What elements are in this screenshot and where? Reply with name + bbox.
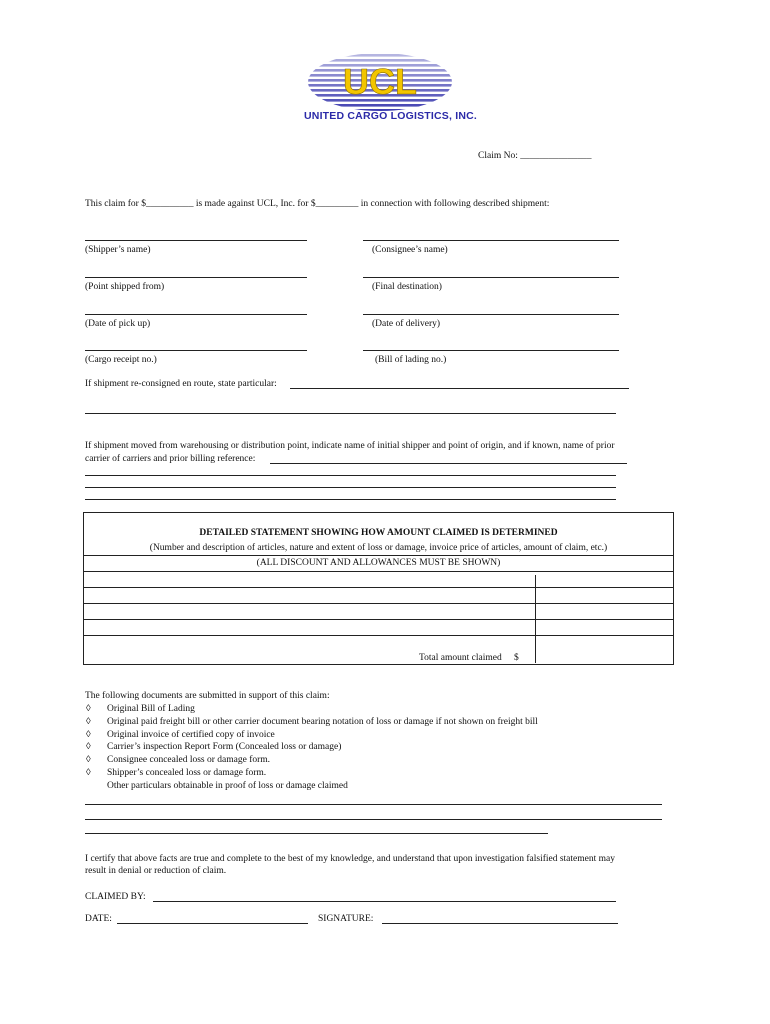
date-label: DATE:: [85, 914, 112, 924]
bullet-icon: ◊: [86, 768, 91, 778]
moved-line-1[interactable]: [270, 463, 627, 464]
bullet-icon: ◊: [86, 755, 91, 766]
moved-line-2[interactable]: [85, 475, 616, 476]
documents-heading: The following documents are submitted in support of this claim:: [85, 691, 330, 701]
particulars-line-3[interactable]: [85, 833, 548, 834]
total-amount-currency: $: [514, 653, 519, 663]
certify-text-1: I certify that above facts are true and complete to the best of my knowledge, and understand that upon investigation falsified statement may: [85, 854, 615, 864]
total-amount-label: Total amount claimed: [419, 653, 502, 663]
consignee-line[interactable]: [363, 240, 619, 241]
particulars-line-2[interactable]: [85, 819, 662, 820]
final-destination-line[interactable]: [363, 277, 619, 278]
moved-line-3[interactable]: [85, 487, 616, 488]
statement-row-line[interactable]: [84, 587, 673, 588]
statement-row-line[interactable]: [84, 571, 673, 572]
date-line[interactable]: [117, 923, 308, 924]
signature-label: SIGNATURE:: [318, 914, 374, 924]
pickup-date-line[interactable]: [85, 314, 307, 315]
reconsigned-label: If shipment re-consigned en route, state particular:: [85, 379, 277, 389]
delivery-date-line[interactable]: [363, 314, 619, 315]
bullet-icon: ◊: [86, 704, 91, 714]
bill-of-lading-line[interactable]: [363, 350, 619, 351]
shipper-line[interactable]: [85, 240, 307, 241]
point-shipped-line[interactable]: [85, 277, 307, 278]
bill-of-lading-label: (Bill of lading no.): [375, 355, 447, 365]
bullet-icon: ◊: [86, 729, 91, 740]
cargo-receipt-label: (Cargo receipt no.): [85, 355, 157, 365]
bullet-icon: ◊: [86, 716, 91, 727]
statement-subtitle: (Number and description of articles, nature and extent of loss or damage, invoice price of articles, amount of claim, etc.): [149, 543, 608, 553]
reconsigned-line[interactable]: [290, 388, 629, 389]
list-item: Original paid freight bill or other carrier document bearing notation of loss or damage if not shown on freight bill: [107, 716, 538, 727]
claimed-by-label: CLAIMED BY:: [85, 892, 146, 902]
moved-text-1: If shipment moved from warehousing or distribution point, indicate name of initial shipper and point of origin, and if known, name of prior: [85, 441, 615, 451]
list-item: Original invoice of certified copy of invoice: [107, 729, 275, 740]
statement-divider: [84, 555, 673, 556]
list-item: Original Bill of Lading: [107, 704, 195, 714]
signature-line[interactable]: [382, 923, 618, 924]
consignee-label: (Consignee’s name): [372, 245, 448, 255]
list-item: Consignee concealed loss or damage form.: [107, 755, 271, 766]
list-item: Carrier’s inspection Report Form (Concealed loss or damage): [107, 742, 342, 753]
amount-column-divider: [535, 575, 536, 663]
detailed-statement-box: [83, 512, 674, 665]
logo-text: UCL: [343, 61, 417, 102]
logo-stripe: [300, 104, 460, 107]
documents-other: Other particulars obtainable in proof of loss or damage claimed: [107, 781, 348, 791]
cargo-receipt-line[interactable]: [85, 350, 307, 351]
claim-number[interactable]: Claim No: _______________: [478, 151, 592, 161]
point-shipped-label: (Point shipped from): [85, 282, 165, 292]
particulars-line-1[interactable]: [85, 804, 662, 805]
statement-row-line[interactable]: [84, 603, 673, 604]
company-name: UNITED CARGO LOGISTICS, INC.: [304, 110, 478, 122]
bullet-icon: ◊: [86, 742, 91, 753]
list-item: Shipper’s concealed loss or damage form.: [107, 768, 267, 778]
reconsigned-line-2[interactable]: [85, 413, 616, 414]
statement-title: DETAILED STATEMENT SHOWING HOW AMOUNT CLAIMED IS DETERMINED: [199, 528, 558, 538]
logo-stripe: [300, 54, 460, 57]
final-destination-label: (Final destination): [372, 282, 442, 292]
shipper-label: (Shipper’s name): [85, 245, 151, 255]
moved-text-2: carrier of carriers and prior billing reference:: [85, 454, 256, 464]
claim-intro: This claim for $__________ is made against UCL, Inc. for $_________ in connection with following described shipment:: [85, 199, 550, 209]
claimed-by-line[interactable]: [153, 901, 616, 902]
moved-line-4[interactable]: [85, 499, 616, 500]
statement-row-line[interactable]: [84, 635, 673, 636]
statement-row-line[interactable]: [84, 619, 673, 620]
pickup-date-label: (Date of pick up): [85, 319, 151, 329]
delivery-date-label: (Date of delivery): [372, 319, 441, 329]
statement-note: (ALL DISCOUNT AND ALLOWANCES MUST BE SHOWN): [256, 558, 501, 568]
certify-text-2: result in denial or reduction of claim.: [85, 866, 227, 876]
